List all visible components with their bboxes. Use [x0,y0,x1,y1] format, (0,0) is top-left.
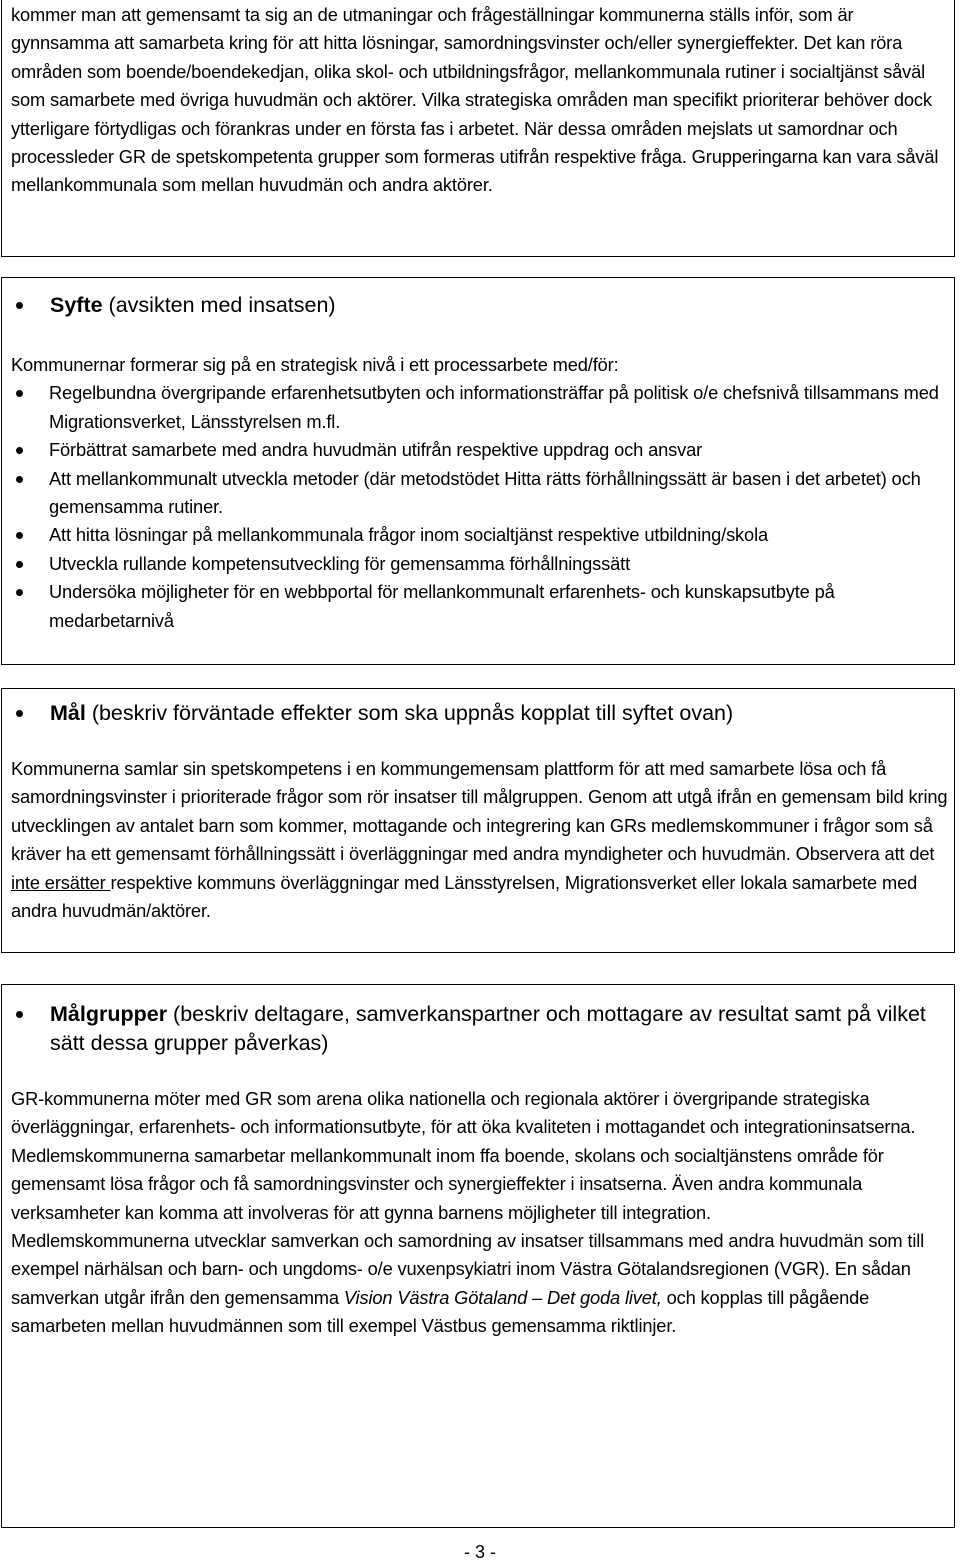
list-item: Utveckla rullande kompetensutveckling för gemensamma förhållningssätt [2,550,954,578]
list-item: Regelbundna övergripande erfarenhetsutbyten och informationsträffar på politisk o/e chefsnivå tillsammans med Migrationsverket, Länsstyrelsen m.fl. [2,379,954,436]
vision-title: Vision Västra Götaland – Det goda livet, [343,1286,662,1308]
mal-heading-title: Mål [50,701,86,725]
malgrupper-paragraph-1: GR-kommunerna möter med GR som arena olika nationella och regionala aktörer i övergripande strategiska överläggningar, erfarenhets- och informationsutbyte, för att öka kvaliteten i mottagandet och integrationinsatserna. [11,1088,916,1138]
list-item: Förbättrat samarbete med andra huvudmän utifrån respektive uppdrag och ansvar [2,436,954,464]
malgrupper-box [1,984,955,1528]
syfte-heading [2,291,954,320]
page-number: - 3 - [463,1542,496,1562]
malgrupper-paragraph-2: Medlemskommunerna samarbetar mellankommunalt inom ffa boende, skolans och socialtjänstens område för gemensamt lösa frågor och få samordningsvinster och synergieffekter i insatserna. Även andra kommunala verksamheter kan komma att involveras för att gynna barnens möjligheter till integration. [11,1144,884,1223]
mal-box [1,688,955,953]
syfte-intro: Kommunernar formerar sig på en strategisk nivå i ett processarbete med/för: [11,354,619,375]
malgrupper-heading [2,1000,954,1058]
syfte-bullet-list [2,379,954,635]
intro-paragraph: kommer man att gemensamt ta sig an de utmaningar och frågeställningar kommunerna ställs inför, som är gynnsamma att samarbeta kring för att hitta lösningar, samordningsvinster och/eller synergieffekter. Det kan röra områden som boende/boendekedjan, olika skol- och utbildningsfrågor, mellankommunala rutiner i socialtjänst såväl som samarbete med övriga huvudmän och aktörer. Vilka strategiska områden man specifikt prioriterar behöver dock ytterligare förtydligas och förankras under en första fas i arbetet. När dessa områden mejslats ut samordnar och processleder GR de spetskompetenta grupper som formeras utifrån respektive fråga. Grupperingarna kan vara såväl mellankommunala som mellan huvudmän och andra aktörer. [11,4,939,196]
list-item: Att hitta lösningar på mellankommunala frågor inom socialtjänst respektive utbildning/skola [2,521,954,549]
malgrupper-paragraph-3: Medlemskommunerna utvecklar samverkan och samordning av insatser tillsammans med andra huvudmän som till exempel närhälsan och barn- och ungdoms- o/e vuxenpsykiatri inom Västra Götalandsregionen (VGR). En sådan samverkan utgår ifrån den gemensamma Vision Västra Götaland – Det goda livet, och kopplas till pågående samarbeten mellan huvudmännen som till exempel Västbus gemensamma riktlinjer. [11,1230,925,1337]
malgrupper-heading-desc: (beskriv deltagare, samverkanspartner och mottagare av resultat samt på vilket sätt dessa grupper påverkas) [50,1002,926,1055]
mal-heading [2,699,954,728]
syfte-heading-desc: (avsikten med insatsen) [102,293,336,317]
malgrupper-heading-title: Målgrupper [50,1002,168,1026]
syfte-heading-title: Syfte [50,293,103,317]
underlined-text: inte ersätter [11,871,111,893]
list-item: Att mellankommunalt utveckla metoder (där metodstödet Hitta rätts förhållningssätt är basen i det arbetet) och gemensamma rutiner. [2,465,954,522]
intro-box [1,0,955,257]
list-item: Undersöka möjligheter för en webbportal för mellankommunalt erfarenhets- och kunskapsutbyte på medarbetarnivå [2,578,954,635]
syfte-box [1,277,955,665]
mal-paragraph: Kommunerna samlar sin spetskompetens i en kommungemensam plattform för att med samarbete lösa och få samordningsvinster i prioriterade frågor som rör insatser till målgruppen. Genom att utgå ifrån en gemensam bild kring utvecklingen av antalet barn som kommer, mottagande och integrering kan GRs medlemskommuner i frågor som så kräver ha ett gemensamt förhållningssätt i överläggningar med andra myndigheter och huvudmän. Observera att det inte ersätter respektive kommuns överläggningar med Länsstyrelsen, Migrationsverket eller lokala samarbete med andra huvudmän/aktörer. [11,758,948,922]
mal-heading-desc: (beskriv förväntade effekter som ska uppnås kopplat till syftet ovan) [85,701,734,725]
